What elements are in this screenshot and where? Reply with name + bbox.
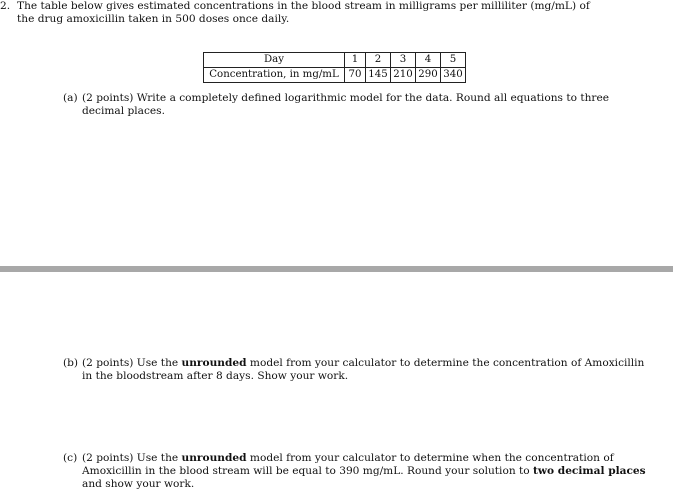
row-header-day: Day	[204, 53, 345, 68]
day-cell: 4	[416, 53, 441, 68]
question-text: The table below gives estimated concentrations in the blood stream in milligrams per milliliter (mg/mL) of the drug amoxicillin taken in 500 doses once daily.	[17, 0, 590, 25]
part-a-text: (2 points) Write a completely defined logarithmic model for the data. Round all equations to three decimal places.	[82, 92, 610, 117]
part-b-text	[82, 357, 648, 383]
part-a-label: (a)	[63, 92, 78, 104]
table-row	[204, 53, 466, 68]
day-cell: 3	[391, 53, 416, 68]
part-b-emphasis: unrounded	[181, 357, 247, 369]
part-b-text-start: (2 points) Use the	[82, 357, 182, 369]
row-header-concentration: Concentration, in mg/mL	[204, 68, 345, 83]
concentration-cell: 340	[441, 68, 466, 83]
part-c-emphasis-2: two decimal places	[533, 465, 646, 477]
concentration-cell: 70	[345, 68, 366, 83]
part-c-text	[82, 452, 648, 491]
day-cell: 5	[441, 53, 466, 68]
concentration-cell: 210	[391, 68, 416, 83]
part-b-label: (b)	[63, 357, 79, 369]
question-number: 2.	[0, 0, 11, 12]
table-row	[204, 68, 466, 83]
concentration-cell: 145	[366, 68, 391, 83]
part-c-emphasis: unrounded	[181, 452, 247, 464]
part-c-text-start: (2 points) Use the	[82, 452, 182, 464]
day-cell: 2	[366, 53, 391, 68]
concentration-table	[203, 52, 466, 83]
part-c-text-end: and show your work.	[82, 478, 195, 490]
part-c-text-middle: model from your calculator to determine when the concentration of Amoxicillin in the blood stream will be equal to 390 mg/mL. Round your solution to	[82, 452, 614, 477]
page-divider	[0, 266, 673, 272]
part-c-label: (c)	[63, 452, 78, 464]
day-cell: 1	[345, 53, 366, 68]
part-b-text-end: model from your calculator to determine the concentration of Amoxicillin in the bloodstream after 8 days. Show your work.	[82, 357, 645, 382]
concentration-cell: 290	[416, 68, 441, 83]
